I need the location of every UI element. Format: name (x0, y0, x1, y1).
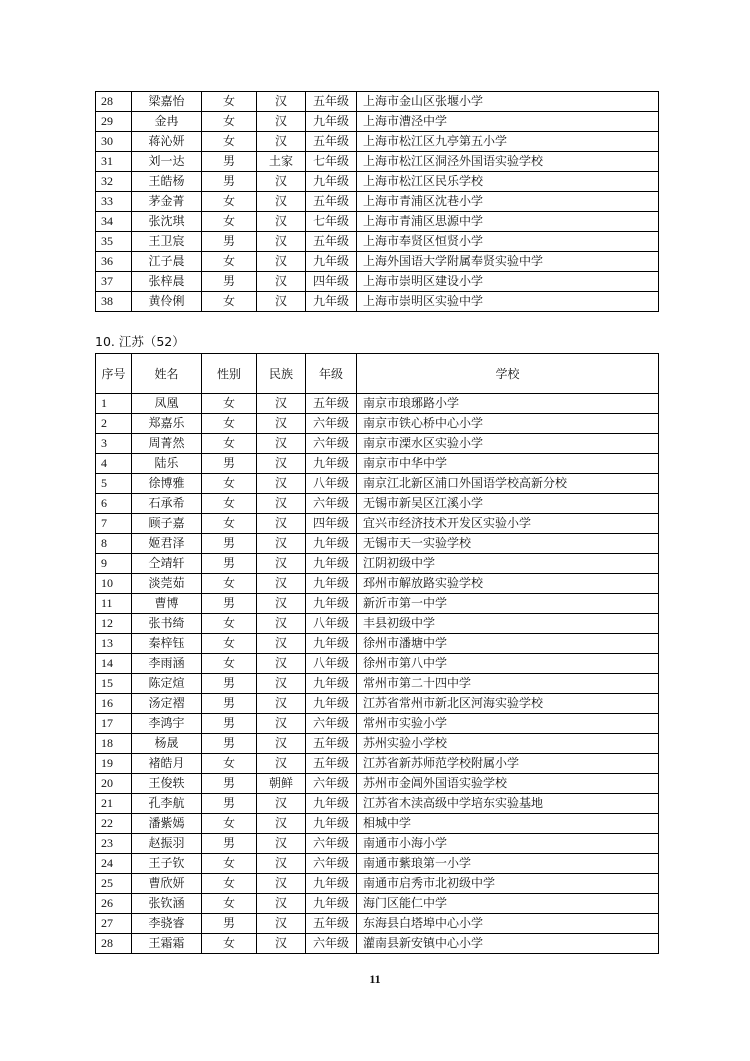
cell-number: 6 (96, 494, 132, 514)
cell-number: 7 (96, 514, 132, 534)
cell-name: 王皓杨 (132, 172, 202, 192)
cell-gender: 女 (202, 414, 257, 434)
cell-name: 李鸿宇 (132, 714, 202, 734)
cell-grade: 五年级 (306, 754, 357, 774)
cell-name: 潘紫嫣 (132, 814, 202, 834)
table-row (96, 814, 659, 834)
cell-ethnicity: 汉 (257, 894, 306, 914)
cell-grade: 四年级 (306, 272, 357, 292)
cell-grade: 八年级 (306, 474, 357, 494)
cell-ethnicity: 汉 (257, 714, 306, 734)
cell-ethnicity: 汉 (257, 474, 306, 494)
cell-ethnicity: 汉 (257, 854, 306, 874)
cell-name: 金冉 (132, 112, 202, 132)
cell-school: 南通市小海小学 (357, 834, 659, 854)
cell-gender: 男 (202, 674, 257, 694)
cell-ethnicity: 汉 (257, 92, 306, 112)
cell-grade: 六年级 (306, 414, 357, 434)
table-row (96, 754, 659, 774)
cell-name: 凤凰 (132, 394, 202, 414)
cell-grade: 五年级 (306, 734, 357, 754)
cell-ethnicity: 汉 (257, 132, 306, 152)
cell-number: 10 (96, 574, 132, 594)
section-title: 10. 江苏（52） (95, 334, 185, 349)
cell-gender: 女 (202, 574, 257, 594)
cell-name: 蒋沁妍 (132, 132, 202, 152)
cell-name: 刘一达 (132, 152, 202, 172)
student-table-shanghai (95, 91, 659, 312)
cell-name: 李骁睿 (132, 914, 202, 934)
cell-ethnicity: 汉 (257, 434, 306, 454)
cell-number: 17 (96, 714, 132, 734)
cell-gender: 男 (202, 914, 257, 934)
cell-grade: 九年级 (306, 574, 357, 594)
table-row (96, 614, 659, 634)
cell-number: 24 (96, 854, 132, 874)
header-gender: 性别 (202, 354, 257, 394)
cell-number: 25 (96, 874, 132, 894)
cell-school: 上海市金山区张堰小学 (357, 92, 659, 112)
cell-ethnicity: 汉 (257, 232, 306, 252)
table-row (96, 554, 659, 574)
cell-ethnicity: 汉 (257, 172, 306, 192)
cell-name: 陈定煊 (132, 674, 202, 694)
table-row (96, 132, 659, 152)
cell-number: 27 (96, 914, 132, 934)
cell-number: 20 (96, 774, 132, 794)
cell-gender: 女 (202, 394, 257, 414)
student-table-jiangsu (95, 353, 659, 954)
cell-school: 南京市中华中学 (357, 454, 659, 474)
cell-grade: 九年级 (306, 694, 357, 714)
cell-ethnicity: 汉 (257, 834, 306, 854)
cell-ethnicity: 汉 (257, 272, 306, 292)
cell-school: 江苏省常州市新北区河海实验学校 (357, 694, 659, 714)
table-row (96, 112, 659, 132)
cell-grade: 五年级 (306, 92, 357, 112)
cell-gender: 男 (202, 734, 257, 754)
cell-grade: 五年级 (306, 394, 357, 414)
table-row (96, 834, 659, 854)
cell-gender: 女 (202, 92, 257, 112)
cell-school: 东海县白塔埠中心小学 (357, 914, 659, 934)
cell-grade: 六年级 (306, 934, 357, 954)
cell-gender: 男 (202, 774, 257, 794)
cell-name: 李雨涵 (132, 654, 202, 674)
cell-name: 姬君泽 (132, 534, 202, 554)
cell-gender: 女 (202, 614, 257, 634)
cell-name: 王卫宸 (132, 232, 202, 252)
cell-school: 上海市青浦区思源中学 (357, 212, 659, 232)
cell-number: 36 (96, 252, 132, 272)
cell-number: 16 (96, 694, 132, 714)
cell-grade: 六年级 (306, 494, 357, 514)
cell-grade: 九年级 (306, 794, 357, 814)
cell-number: 23 (96, 834, 132, 854)
cell-name: 梁嘉怡 (132, 92, 202, 112)
table-row (96, 474, 659, 494)
cell-school: 南京江北新区浦口外国语学校高新分校 (357, 474, 659, 494)
cell-number: 15 (96, 674, 132, 694)
cell-ethnicity: 汉 (257, 394, 306, 414)
cell-ethnicity: 土家 (257, 152, 306, 172)
cell-grade: 四年级 (306, 514, 357, 534)
table-row (96, 494, 659, 514)
cell-grade: 九年级 (306, 252, 357, 272)
table-row (96, 252, 659, 272)
cell-school: 南京市铁心桥中心小学 (357, 414, 659, 434)
table-row (96, 714, 659, 734)
cell-ethnicity: 汉 (257, 754, 306, 774)
cell-gender: 女 (202, 474, 257, 494)
table-row (96, 574, 659, 594)
cell-number: 12 (96, 614, 132, 634)
cell-name: 陆乐 (132, 454, 202, 474)
cell-school: 苏州市金阊外国语实验学校 (357, 774, 659, 794)
cell-number: 14 (96, 654, 132, 674)
cell-school: 上海市奉贤区恒贤小学 (357, 232, 659, 252)
table-row (96, 694, 659, 714)
cell-ethnicity: 汉 (257, 914, 306, 934)
table-row (96, 914, 659, 934)
cell-name: 褚皓月 (132, 754, 202, 774)
cell-name: 王俊轶 (132, 774, 202, 794)
cell-gender: 女 (202, 112, 257, 132)
cell-school: 上海市松江区九亭第五小学 (357, 132, 659, 152)
cell-name: 茅金菁 (132, 192, 202, 212)
cell-name: 王霜霜 (132, 934, 202, 954)
cell-gender: 女 (202, 634, 257, 654)
cell-gender: 女 (202, 212, 257, 232)
cell-number: 37 (96, 272, 132, 292)
cell-school: 丰县初级中学 (357, 614, 659, 634)
cell-gender: 男 (202, 694, 257, 714)
cell-school: 徐州市第八中学 (357, 654, 659, 674)
cell-name: 顾子嘉 (132, 514, 202, 534)
table-row (96, 794, 659, 814)
cell-gender: 女 (202, 894, 257, 914)
cell-grade: 九年级 (306, 554, 357, 574)
cell-gender: 男 (202, 272, 257, 292)
cell-number: 19 (96, 754, 132, 774)
cell-school: 上海市青浦区沈巷小学 (357, 192, 659, 212)
header-row (96, 354, 659, 394)
cell-number: 21 (96, 794, 132, 814)
cell-ethnicity: 汉 (257, 874, 306, 894)
cell-gender: 女 (202, 514, 257, 534)
cell-number: 11 (96, 594, 132, 614)
cell-school: 上海市松江区洞泾外国语实验学校 (357, 152, 659, 172)
cell-number: 28 (96, 934, 132, 954)
cell-grade: 九年级 (306, 874, 357, 894)
cell-number: 30 (96, 132, 132, 152)
cell-school: 上海市崇明区实验中学 (357, 292, 659, 312)
cell-name: 张梓晨 (132, 272, 202, 292)
cell-grade: 九年级 (306, 894, 357, 914)
cell-grade: 九年级 (306, 634, 357, 654)
header-grade: 年级 (306, 354, 357, 394)
cell-gender: 女 (202, 654, 257, 674)
cell-school: 南京市溧水区实验小学 (357, 434, 659, 454)
cell-number: 35 (96, 232, 132, 252)
cell-ethnicity: 汉 (257, 112, 306, 132)
cell-number: 33 (96, 192, 132, 212)
cell-name: 赵振羽 (132, 834, 202, 854)
cell-grade: 九年级 (306, 292, 357, 312)
cell-gender: 男 (202, 834, 257, 854)
cell-number: 32 (96, 172, 132, 192)
cell-gender: 女 (202, 292, 257, 312)
cell-number: 31 (96, 152, 132, 172)
table-row (96, 192, 659, 212)
table-row (96, 152, 659, 172)
table-body (96, 92, 659, 312)
cell-number: 4 (96, 454, 132, 474)
cell-gender: 女 (202, 874, 257, 894)
cell-ethnicity: 汉 (257, 252, 306, 272)
cell-school: 新沂市第一中学 (357, 594, 659, 614)
page-number: 11 (369, 972, 381, 986)
cell-school: 常州市实验小学 (357, 714, 659, 734)
cell-number: 3 (96, 434, 132, 454)
cell-name: 曹博 (132, 594, 202, 614)
cell-ethnicity: 汉 (257, 554, 306, 574)
cell-number: 28 (96, 92, 132, 112)
cell-grade: 六年级 (306, 854, 357, 874)
cell-ethnicity: 汉 (257, 534, 306, 554)
table-row (96, 454, 659, 474)
cell-school: 南通市紫琅第一小学 (357, 854, 659, 874)
cell-gender: 女 (202, 854, 257, 874)
cell-school: 灌南县新安镇中心小学 (357, 934, 659, 954)
table-body (96, 394, 659, 954)
cell-grade: 九年级 (306, 454, 357, 474)
cell-school: 上海市漕泾中学 (357, 112, 659, 132)
cell-name: 淡莞茹 (132, 574, 202, 594)
cell-grade: 九年级 (306, 534, 357, 554)
cell-ethnicity: 汉 (257, 734, 306, 754)
cell-number: 2 (96, 414, 132, 434)
cell-ethnicity: 汉 (257, 814, 306, 834)
cell-number: 26 (96, 894, 132, 914)
cell-grade: 五年级 (306, 232, 357, 252)
cell-ethnicity: 朝鲜 (257, 774, 306, 794)
header-ethnicity: 民族 (257, 354, 306, 394)
cell-grade: 七年级 (306, 212, 357, 232)
cell-gender: 女 (202, 132, 257, 152)
table-row (96, 534, 659, 554)
cell-name: 汤定褶 (132, 694, 202, 714)
table-row (96, 292, 659, 312)
cell-grade: 九年级 (306, 814, 357, 834)
cell-name: 周菁然 (132, 434, 202, 454)
cell-number: 13 (96, 634, 132, 654)
cell-ethnicity: 汉 (257, 514, 306, 534)
cell-school: 上海市松江区民乐学校 (357, 172, 659, 192)
table-row (96, 394, 659, 414)
table-row (96, 92, 659, 112)
cell-grade: 九年级 (306, 112, 357, 132)
table-row (96, 172, 659, 192)
table-row (96, 212, 659, 232)
cell-school: 上海市崇明区建设小学 (357, 272, 659, 292)
table-row (96, 854, 659, 874)
cell-school: 宜兴市经济技术开发区实验小学 (357, 514, 659, 534)
cell-name: 郑嘉乐 (132, 414, 202, 434)
cell-grade: 七年级 (306, 152, 357, 172)
cell-number: 8 (96, 534, 132, 554)
cell-name: 张钦涵 (132, 894, 202, 914)
cell-gender: 女 (202, 252, 257, 272)
header-name: 姓名 (132, 354, 202, 394)
cell-gender: 男 (202, 172, 257, 192)
cell-name: 杨晟 (132, 734, 202, 754)
cell-grade: 六年级 (306, 834, 357, 854)
table-row (96, 232, 659, 252)
cell-school: 江苏省新苏师范学校附属小学 (357, 754, 659, 774)
cell-school: 无锡市新吴区江溪小学 (357, 494, 659, 514)
table-row (96, 734, 659, 754)
cell-grade: 五年级 (306, 132, 357, 152)
cell-ethnicity: 汉 (257, 794, 306, 814)
cell-school: 江阴初级中学 (357, 554, 659, 574)
cell-gender: 男 (202, 454, 257, 474)
cell-school: 海门区能仁中学 (357, 894, 659, 914)
cell-school: 南京市琅琊路小学 (357, 394, 659, 414)
table-header (96, 354, 659, 394)
cell-ethnicity: 汉 (257, 634, 306, 654)
cell-ethnicity: 汉 (257, 674, 306, 694)
cell-number: 38 (96, 292, 132, 312)
header-school: 学校 (357, 354, 659, 394)
cell-ethnicity: 汉 (257, 694, 306, 714)
cell-grade: 六年级 (306, 714, 357, 734)
table-row (96, 934, 659, 954)
cell-name: 张书绮 (132, 614, 202, 634)
table-row (96, 774, 659, 794)
cell-name: 黄伶俐 (132, 292, 202, 312)
cell-grade: 五年级 (306, 914, 357, 934)
cell-school: 邳州市解放路实验学校 (357, 574, 659, 594)
cell-ethnicity: 汉 (257, 212, 306, 232)
table-row (96, 894, 659, 914)
cell-number: 22 (96, 814, 132, 834)
cell-school: 徐州市潘塘中学 (357, 634, 659, 654)
cell-number: 1 (96, 394, 132, 414)
cell-school: 南通市启秀市北初级中学 (357, 874, 659, 894)
table-row (96, 674, 659, 694)
cell-gender: 女 (202, 934, 257, 954)
cell-ethnicity: 汉 (257, 934, 306, 954)
table-row (96, 414, 659, 434)
cell-name: 仝靖轩 (132, 554, 202, 574)
table-row (96, 874, 659, 894)
cell-gender: 女 (202, 192, 257, 212)
cell-school: 上海外国语大学附属奉贤实验中学 (357, 252, 659, 272)
cell-gender: 女 (202, 494, 257, 514)
cell-name: 王子钦 (132, 854, 202, 874)
cell-gender: 女 (202, 434, 257, 454)
cell-gender: 男 (202, 714, 257, 734)
cell-school: 江苏省木渎高级中学培东实验基地 (357, 794, 659, 814)
table-row (96, 434, 659, 454)
cell-grade: 九年级 (306, 172, 357, 192)
cell-grade: 六年级 (306, 774, 357, 794)
cell-school: 无锡市天一实验学校 (357, 534, 659, 554)
cell-grade: 九年级 (306, 594, 357, 614)
cell-gender: 女 (202, 754, 257, 774)
cell-number: 29 (96, 112, 132, 132)
cell-number: 34 (96, 212, 132, 232)
cell-ethnicity: 汉 (257, 292, 306, 312)
table-row (96, 634, 659, 654)
cell-ethnicity: 汉 (257, 414, 306, 434)
cell-grade: 八年级 (306, 614, 357, 634)
cell-name: 曹欣妍 (132, 874, 202, 894)
cell-name: 徐博雅 (132, 474, 202, 494)
cell-gender: 男 (202, 152, 257, 172)
cell-gender: 男 (202, 232, 257, 252)
cell-gender: 女 (202, 814, 257, 834)
cell-grade: 八年级 (306, 654, 357, 674)
cell-number: 18 (96, 734, 132, 754)
table-row (96, 594, 659, 614)
cell-school: 相城中学 (357, 814, 659, 834)
cell-grade: 六年级 (306, 434, 357, 454)
cell-grade: 九年级 (306, 674, 357, 694)
cell-ethnicity: 汉 (257, 192, 306, 212)
table-row (96, 514, 659, 534)
cell-name: 孔李航 (132, 794, 202, 814)
cell-ethnicity: 汉 (257, 454, 306, 474)
cell-ethnicity: 汉 (257, 594, 306, 614)
cell-ethnicity: 汉 (257, 614, 306, 634)
cell-gender: 男 (202, 534, 257, 554)
cell-number: 9 (96, 554, 132, 574)
cell-grade: 五年级 (306, 192, 357, 212)
table-row (96, 654, 659, 674)
header-number: 序号 (96, 354, 132, 394)
cell-name: 秦梓钰 (132, 634, 202, 654)
cell-name: 江子晨 (132, 252, 202, 272)
cell-number: 5 (96, 474, 132, 494)
cell-gender: 男 (202, 594, 257, 614)
cell-school: 苏州实验小学校 (357, 734, 659, 754)
table-row (96, 272, 659, 292)
cell-ethnicity: 汉 (257, 654, 306, 674)
cell-ethnicity: 汉 (257, 494, 306, 514)
cell-name: 石承希 (132, 494, 202, 514)
cell-gender: 男 (202, 554, 257, 574)
cell-ethnicity: 汉 (257, 574, 306, 594)
cell-gender: 男 (202, 794, 257, 814)
cell-name: 张沈琪 (132, 212, 202, 232)
cell-school: 常州市第二十四中学 (357, 674, 659, 694)
